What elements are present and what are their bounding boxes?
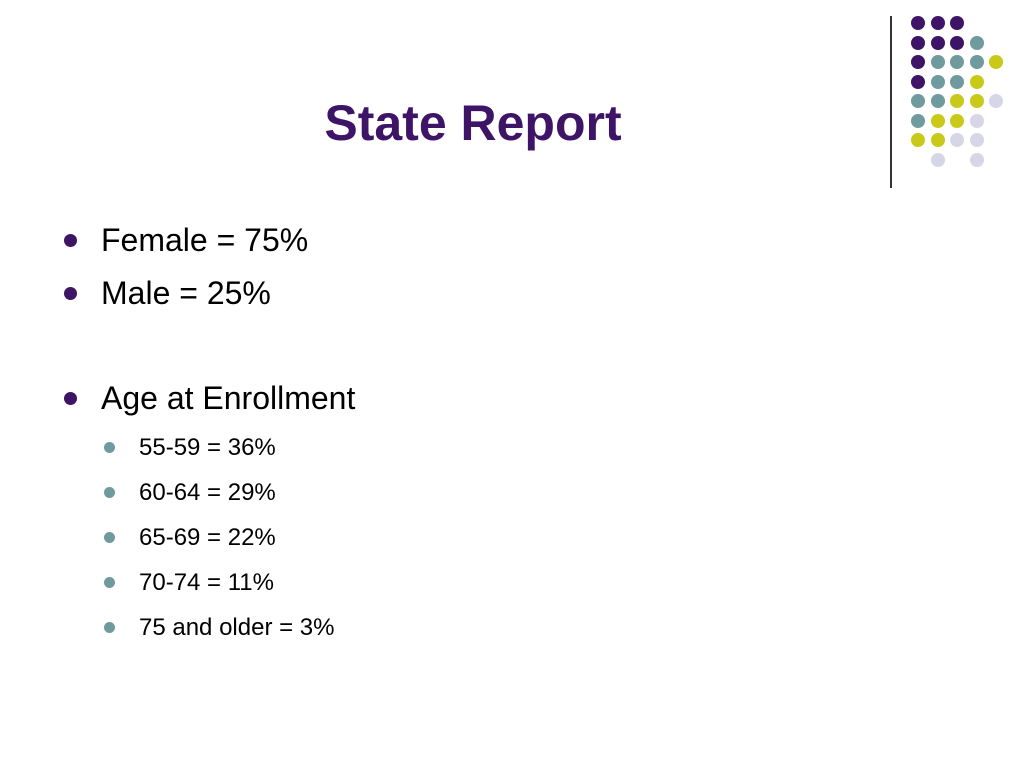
decorative-dot [911,75,925,89]
bullet-text: Female = 75% [101,222,309,258]
decorative-dot [950,75,964,89]
bullet-dot-icon [64,287,77,300]
sub-bullet-text: 65-69 = 22% [139,524,276,551]
bullet-dot-icon [64,234,77,247]
bullet-dot-icon [64,392,77,405]
sub-bullet-55-59 [64,425,355,470]
decorative-dot [989,55,1003,69]
decorative-dot [970,133,984,147]
sub-bullet-dot-icon [104,622,115,633]
sub-bullet-dot-icon [104,532,115,543]
sub-bullet-dot-icon [104,442,115,453]
decorative-dot [931,55,945,69]
decorative-dot [970,55,984,69]
age-sublist [64,425,355,650]
decorative-dot [911,55,925,69]
sub-bullet-dot-icon [104,577,115,588]
sub-bullet-70-74 [64,560,355,605]
sub-bullet-65-69 [64,515,355,560]
sub-bullet-text: 75 and older = 3% [139,614,335,641]
decorative-dot [950,133,964,147]
decorative-dot [970,114,984,128]
slide-title: State Report [324,95,622,151]
sub-bullet-dot-icon [104,487,115,498]
decorative-dot [931,75,945,89]
bullet-age-at-enrollment [64,372,355,425]
decorative-dot [931,16,945,30]
sub-bullet-60-64 [64,470,355,515]
sub-bullet-text: 55-59 = 36% [139,434,276,461]
decorative-dot [950,114,964,128]
decorative-dot [950,94,964,108]
decorative-dot [970,94,984,108]
decorative-dot [911,16,925,30]
decorative-dot [950,55,964,69]
decorative-dot [911,36,925,50]
decorative-dot [931,36,945,50]
decorative-dot [970,75,984,89]
decorative-dot [970,153,984,167]
bullet-list [64,214,355,650]
bullet-text: Male = 25% [101,275,271,311]
age-sublist-container [64,425,355,650]
bullet-male [64,267,355,320]
sub-bullet-text: 60-64 = 29% [139,479,276,506]
decorative-dot [950,16,964,30]
sub-bullet-text: 70-74 = 11% [139,569,274,596]
decorative-dot [950,36,964,50]
decorative-dot [989,94,1003,108]
bullet-female [64,214,355,267]
sub-bullet-75-and-older [64,605,355,650]
decorative-dot [970,36,984,50]
bullet-text: Age at Enrollment [101,380,356,416]
